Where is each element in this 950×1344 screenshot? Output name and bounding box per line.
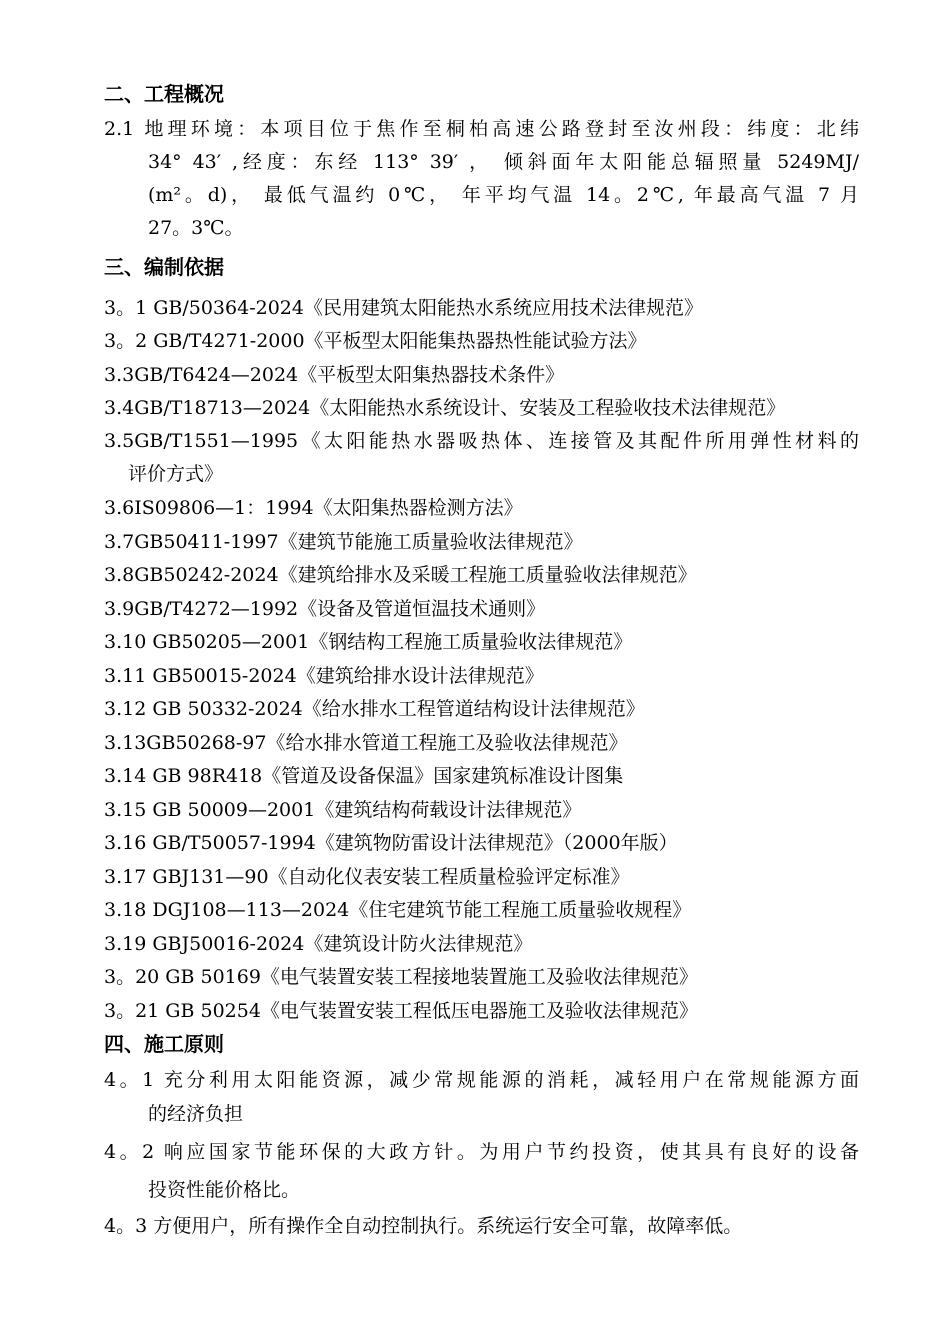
section-heading-3: 三、编制依据 [104,255,224,279]
list-item: 3。21 GB 50254《电气装置安装工程低压电器施工及验收法律规范》 [104,1000,698,1022]
list-item: 3.3GB/T6424—2024《平板型太阳集热器技术条件》 [104,364,565,386]
list-item: 3.5GB/T1551—1995《太阳能热水器吸热体、连接管及其配件所用弹性材料的 [104,430,859,452]
paragraph-4-1-line-1: 4。1 充分利用太阳能资源，减少常规能源的消耗，减轻用户在常规能源方面 [104,1069,859,1091]
list-item: 3.6IS09806—1：1994《太阳集热器检测方法》 [104,497,523,519]
list-item: 3.18 DGJ108—113—2024《住宅建筑节能工程施工质量验收规程》 [104,899,692,921]
paragraph-2-1-line-4: 27。3℃。 [148,217,244,239]
paragraph-4-2-line-2: 投资性能价格比。 [148,1179,301,1201]
paragraph-4-3-line-1: 4。3 方便用户，所有操作全自动控制执行。系统运行安全可靠，故障率低。 [104,1215,743,1237]
paragraph-2-1-line-1: 2.1 地理环境：本项目位于焦作至桐柏高速公路登封至汝州段：纬度：北纬 [104,118,859,140]
list-item: 3.19 GBJ50016-2024《建筑设计防火法律规范》 [104,933,533,955]
list-item: 3.7GB50411-1997《建筑节能施工质量验收法律规范》 [104,531,583,553]
list-item: 3.16 GB/T50057-1994《建筑物防雷设计法律规范》（2000年版） [104,832,678,854]
list-item: 3。2 GB/T4271-2000《平板型太阳能集热器热性能试验方法》 [104,330,647,352]
list-item: 3.11 GB50015-2024《建筑给排水设计法律规范》 [104,665,544,687]
list-item: 3。20 GB 50169《电气装置安装工程接地装置施工及验收法律规范》 [104,966,698,988]
list-item: 3.13GB50268-97《给水排水管道工程施工及验收法律规范》 [104,732,628,754]
section-heading-4: 四、施工原则 [104,1032,224,1056]
list-item: 3.8GB50242-2024《建筑给排水及采暖工程施工质量验收法律规范》 [104,564,697,586]
list-item: 3。1 GB/50364-2024《民用建筑太阳能热水系统应用技术法律规范》 [104,297,703,319]
list-item: 3.17 GBJ131—90《自动化仪表安装工程质量检验评定标准》 [104,866,630,888]
list-item: 3.15 GB 50009—2001《建筑结构荷载设计法律规范》 [104,799,582,821]
paragraph-4-2-line-1: 4。2 响应国家节能环保的大政方针。为用户节约投资，使其具有良好的设备 [104,1141,859,1163]
list-item: 3.14 GB 98R418《管道及设备保温》国家建筑标准设计图集 [104,765,624,787]
paragraph-4-1-line-2: 的经济负担 [148,1103,244,1125]
paragraph-2-1-line-3: (m²。d)， 最低气温约 0℃， 年平均气温 14。2℃, 年最高气温 7 月 [148,184,859,206]
list-item: 3.9GB/T4272—1992《设备及管道恒温技术通则》 [104,598,546,620]
paragraph-2-1-line-2: 34° 43′ ,经度：东经 113° 39′ ， 倾斜面年太阳能总辐照量 5249MJ/ [148,151,859,173]
list-item: 3.4GB/T18713—2024《太阳能热水系统设计、安装及工程验收技术法律规范》 [104,397,786,419]
list-item-continuation: 评价方式》 [128,463,224,485]
list-item: 3.12 GB 50332-2024《给水排水工程管道结构设计法律规范》 [104,698,645,720]
list-item: 3.10 GB50205—2001《钢结构工程施工质量验收法律规范》 [104,631,633,653]
section-heading-2: 二、工程概况 [104,82,224,106]
